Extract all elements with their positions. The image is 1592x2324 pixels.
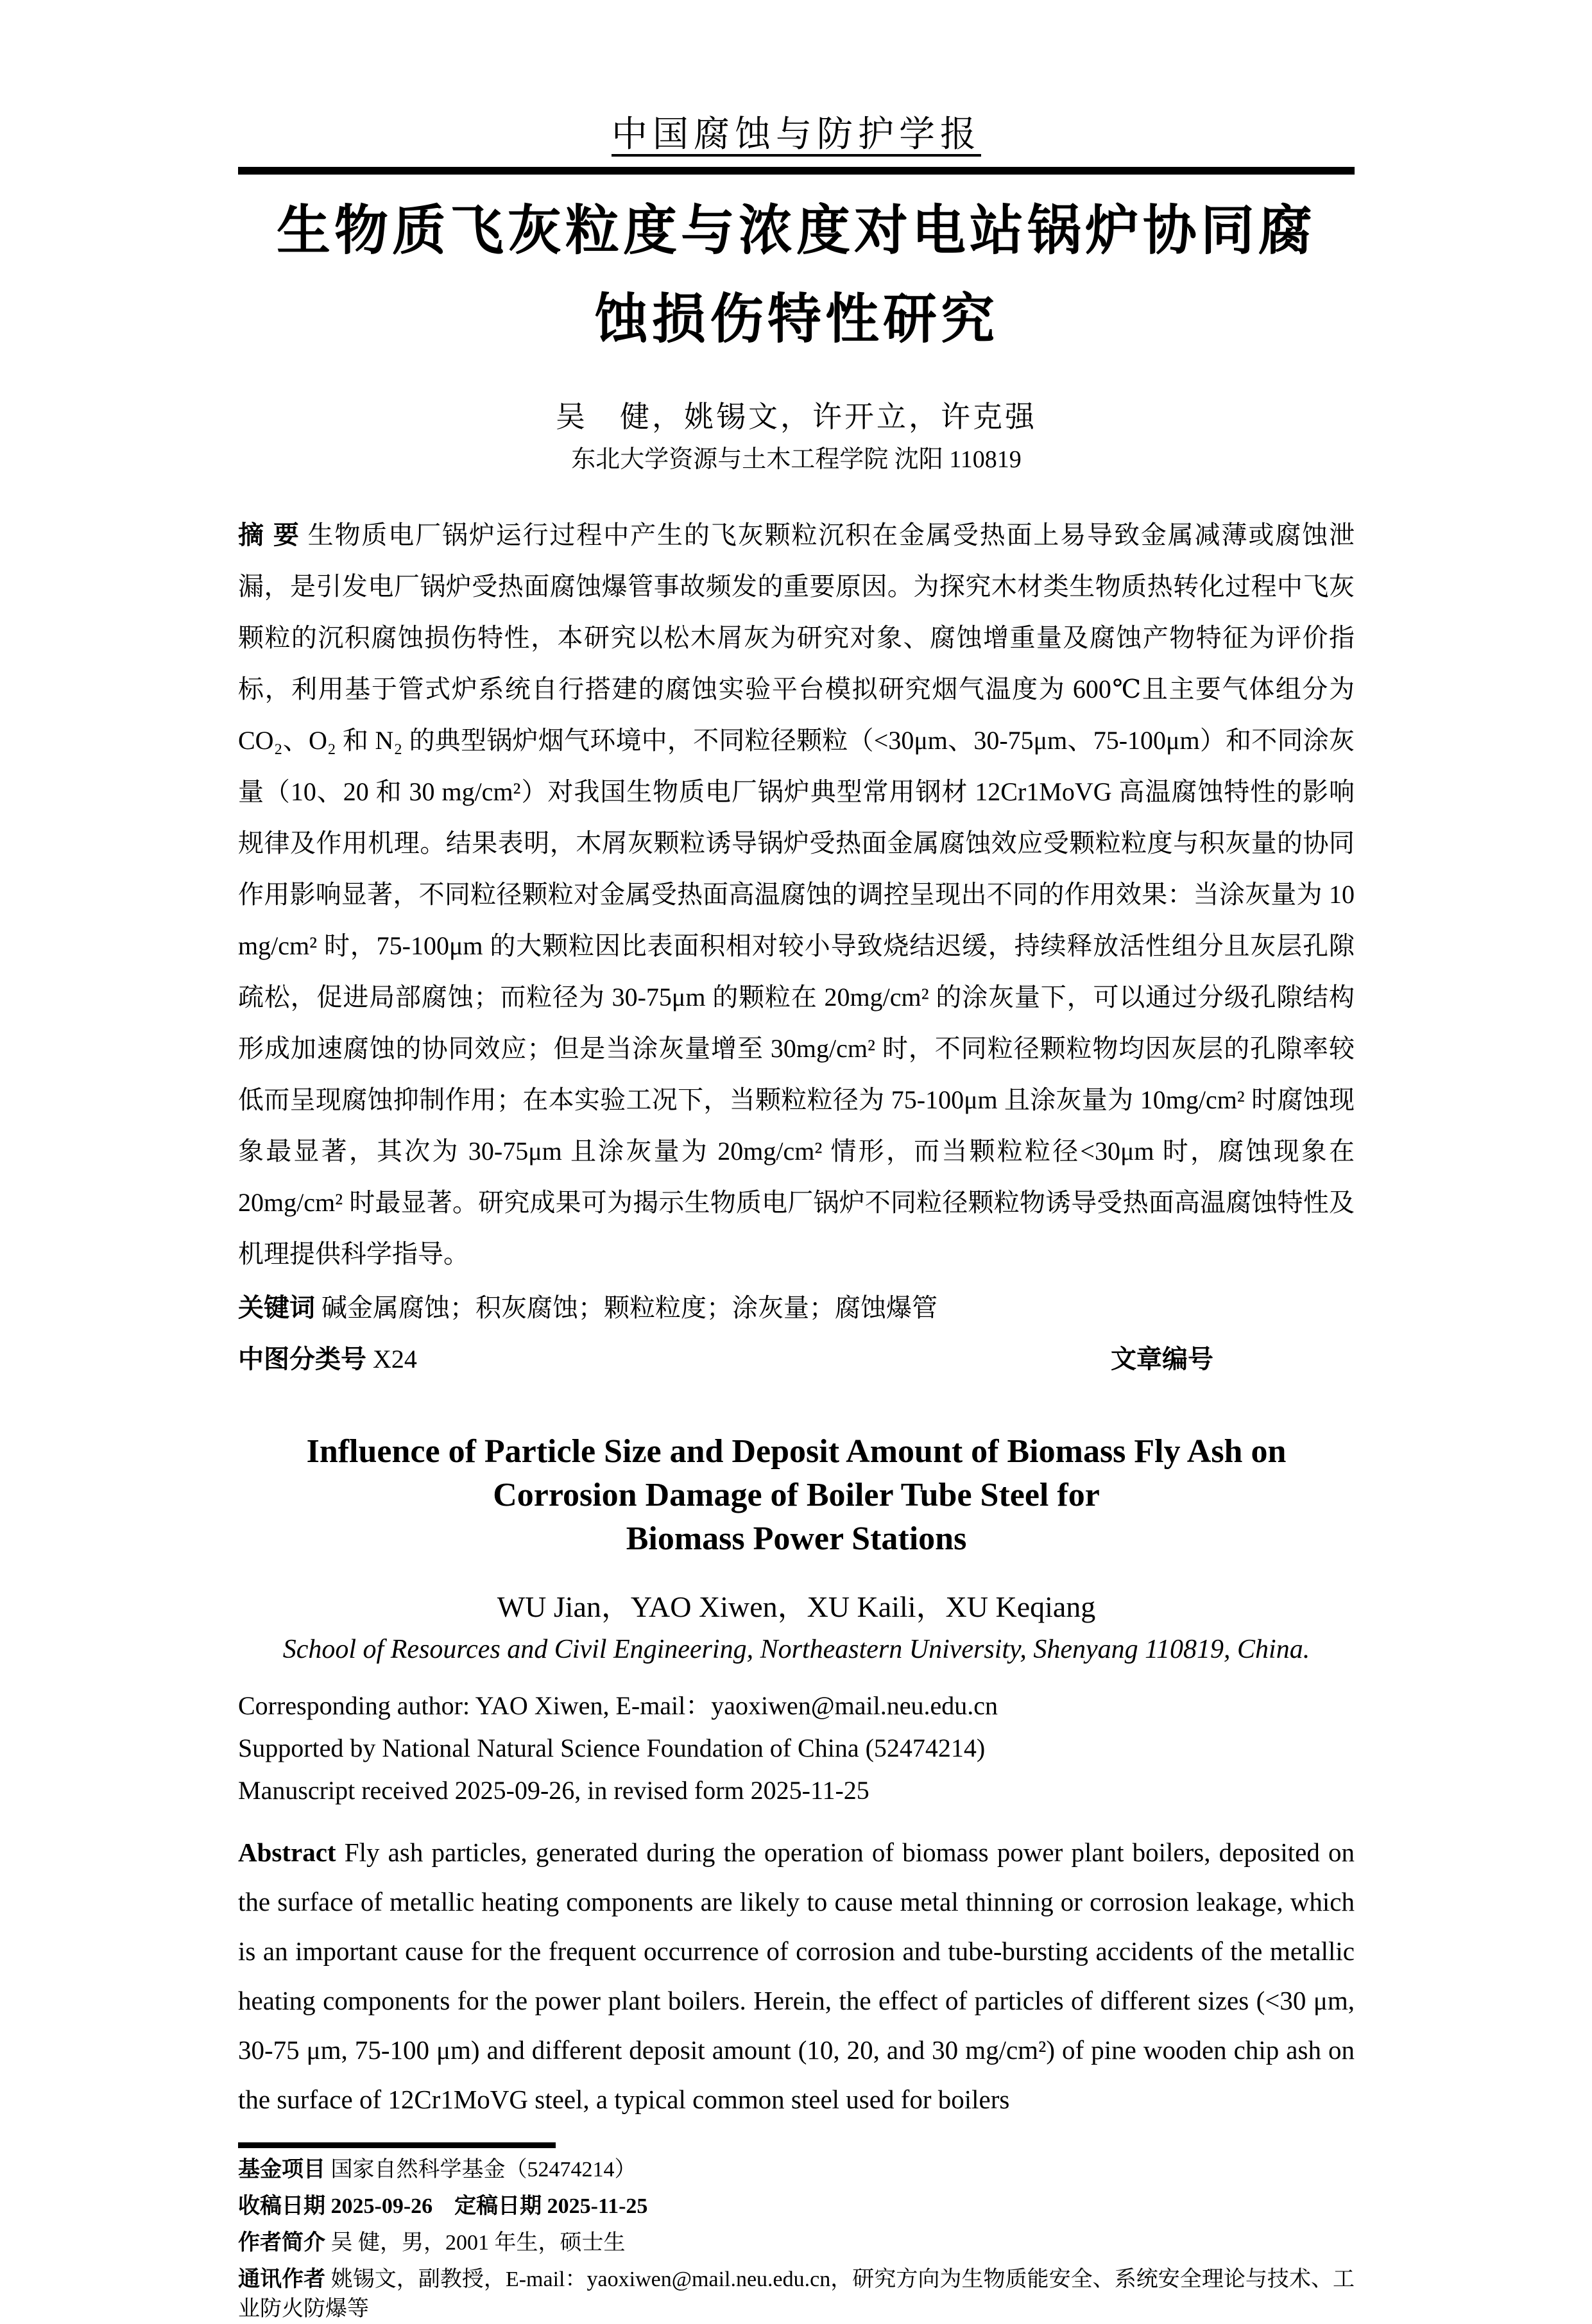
authors-cn: 吴 健，姚锡文，许开立，许克强 (556, 400, 1037, 433)
article-title-cn-line2: 蚀损伤特性研究 (594, 289, 998, 349)
article-title-en-line3: Biomass Power Stations (626, 1520, 967, 1557)
received-label: 收稿日期 (238, 2194, 325, 2218)
abstract-en (238, 1828, 1355, 2124)
contact-label: 通讯作者 (238, 2267, 326, 2291)
clc-value: X24 (373, 1345, 417, 1373)
revised-label: 定稿日期 (454, 2194, 542, 2218)
abstract-label-en: Abstract (238, 1838, 336, 1867)
footnote-fund-line (238, 2155, 1355, 2185)
journal-masthead (238, 116, 1355, 154)
affiliation-en: School of Resources and Civil Engineering, Northeastern University, Shenyang 110819, China. (282, 1635, 1310, 1664)
authors-en: WU Jian，YAO Xiwen，XU Kaili，XU Keqiang (497, 1590, 1096, 1623)
fund-label: 基金项目 (238, 2157, 325, 2182)
footnote-bio-line (238, 2228, 1355, 2258)
bio-label: 作者简介 (238, 2230, 325, 2255)
paper-page (238, 0, 1355, 2324)
article-title-cn (238, 186, 1355, 363)
footnote-rule (238, 2142, 556, 2148)
revised-date: 2025-11-25 (547, 2194, 648, 2218)
article-title-en-line2: Corrosion Damage of Boiler Tube Steel for (493, 1477, 1100, 1513)
masthead-rule (238, 167, 1355, 175)
corresponding-author-line: Corresponding author: YAO Xiwen, E-mail：yaoxiwen@mail.neu.edu.cn (238, 1691, 998, 1720)
received-date: 2025-09-26 (330, 2194, 433, 2218)
article-meta-en (238, 1692, 1355, 1805)
article-title-en-line1: Influence of Particle Size and Deposit Amount of Biomass Fly Ash on (306, 1433, 1287, 1470)
article-id-label: 文章编号 (1111, 1345, 1213, 1373)
funding-line: Supported by National Natural Science Foundation of China (52474214) (238, 1734, 986, 1762)
footnote-dates-line (238, 2191, 1355, 2221)
article-title-cn-line1: 生物质飞灰粒度与浓度对电站锅炉协同腐 (276, 200, 1316, 261)
bio-text: 吴 健，男，2001 年生，硕士生 (330, 2231, 626, 2255)
contact-text: 姚锡文，副教授，E-mail：yaoxiwen@mail.neu.edu.cn，研究方向为生物质能安全、系统安全理论与技术、工业防火防爆等 (238, 2268, 1355, 2321)
footnote-contact-line (238, 2264, 1355, 2324)
abstract-text-en: Fly ash particles, generated during the operation of biomass power plant boilers, deposited on the surface of metallic heating components are likely to cause metal thinning or corrosion leakage, which is an important cause for the frequent occurrence of corrosion and tube-bursting accidents of the metallic heating components for the power plant boilers. Herein, the effect of particles of different sizes (<30 μm, 30-75 μm, 75-100 μm) and different deposit amount (10, 20, and 30 mg/cm²) of pine wooden chip ash on the surface of 12Cr1MoVG steel, a typical common steel used for boilers (238, 1838, 1355, 2114)
clc-label: 中图分类号 (238, 1345, 366, 1373)
classification-row (238, 1334, 1355, 1385)
fund-text: 国家自然科学基金（52474214） (330, 2158, 637, 2182)
keywords-label: 关键词 (238, 1294, 315, 1322)
footnote-block (238, 2142, 1355, 2324)
article-title-en (238, 1430, 1355, 1561)
clc-group (238, 1334, 417, 1385)
keywords-text: 碱金属腐蚀；积灰腐蚀；颗粒粒度；涂灰量；腐蚀爆管 (321, 1293, 937, 1322)
abstract-label-cn: 摘 要 (238, 521, 300, 549)
keywords-line (238, 1282, 1355, 1334)
abstract-cn (238, 510, 1355, 1280)
abstract-text-cn: 生物质电厂锅炉运行过程中产生的飞灰颗粒沉积在金属受热面上易导致金属减薄或腐蚀泄漏，是引发电厂锅炉受热面腐蚀爆管事故频发的重要原因。为探究木材类生物质热转化过程中飞灰颗粒的沉积腐蚀损伤特性，本研究以松木屑灰为研究对象、腐蚀增重量及腐蚀产物特征为评价指标，利用基于管式炉系统自行搭建的腐蚀实验平台模拟研究烟气温度为 600℃且主要气体组分为 CO₂、O₂ 和 N₂ 的典型锅炉烟气环境中，不同粒径颗粒（<30μm、30-75μm、75-100μm）和不同涂灰量（10、20 和 30 mg/cm²）对我国生物质电厂锅炉典型常用钢材 12Cr1MoVG 高温腐蚀特性的影响规律及作用机理。结果表明，木屑灰颗粒诱导锅炉受热面金属腐蚀效应受颗粒粒度与积灰量的协同作用影响显著，不同粒径颗粒对金属受热面高温腐蚀的调控呈现出不同的作用效果：当涂灰量为 10 mg/cm² 时，75-100μm 的大颗粒因比表面积相对较小导致烧结迟缓，持续释放活性组分且灰层孔隙疏松，促进局部腐蚀；而粒径为 30-75μm 的颗粒在 20mg/cm² 的涂灰量下，可以通过分级孔隙结构形成加速腐蚀的协同效应；但是当涂灰量增至 30mg/cm² 时，不同粒径颗粒物均因灰层的孔隙率较低而呈现腐蚀抑制作用；在本实验工况下，当颗粒粒径为 75-100μm 且涂灰量为 10mg/cm² 时腐蚀现象最显著，其次为 30-75μm 且涂灰量为 20mg/cm² 情形，而当颗粒粒径<30μm 时，腐蚀现象在 20mg/cm² 时最显著。研究成果可为揭示生物质电厂锅炉不同粒径颗粒物诱导受热面高温腐蚀特性及机理提供科学指导。 (238, 521, 1355, 1268)
journal-name: 中国腐蚀与防护学报 (612, 115, 981, 155)
affiliation-cn: 东北大学资源与土木工程学院 沈阳 110819 (571, 446, 1022, 473)
manuscript-dates-line: Manuscript received 2025-09-26, in revised form 2025-11-25 (238, 1776, 869, 1805)
